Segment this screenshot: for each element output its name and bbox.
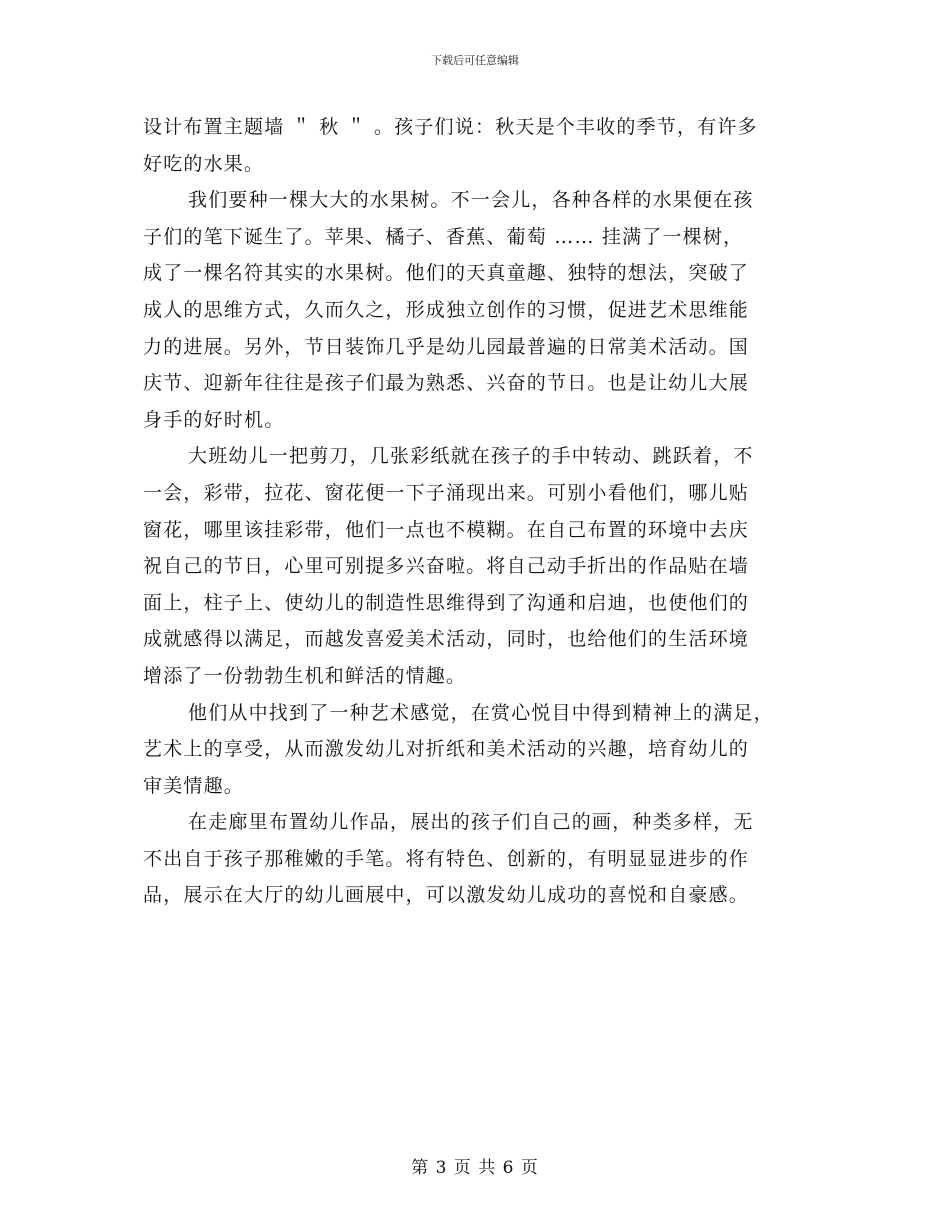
text-line: 力的进展。另外，节日装饰几乎是幼儿园最普遍的日常美术活动。国 (143, 335, 750, 358)
paragraph-3 (143, 438, 823, 694)
document-body (143, 109, 823, 914)
text-line: 设计布置主题墙 ＂ 秋 ＂ 。孩子们说：秋天是个丰收的季节，有许多 (143, 116, 758, 138)
text-line: 成人的思维方式，久而久之，形成独立创作的习惯，促进艺术思维能 (143, 298, 750, 321)
text-line: 不出自于孩子那稚嫩的手笔。将有特色、创新的，有明显显进步的作 (143, 847, 750, 870)
text-line: 大班幼儿一把剪刀，几张彩纸就在孩子的手中转动、跳跃着，不 (188, 445, 754, 468)
text-line: 祝自己的节日，心里可别提多兴奋啦。将自己动手折出的作品贴在墙 (143, 555, 750, 578)
text-line: 品，展示在大厅的幼儿画展中，可以激发幼儿成功的喜悦和自豪感。 (143, 884, 750, 907)
paragraph-1 (143, 109, 823, 182)
text-line: 增添了一份勃勃生机和鲜活的情趣。 (143, 664, 467, 687)
text-line: 一会，彩带，拉花、窗花便一下子涌现出来。可别小看他们，哪儿贴 (143, 481, 750, 504)
text-line: 艺术上的享受，从而激发幼儿对折纸和美术活动的兴趣，培育幼儿的 (143, 738, 750, 761)
text-line: 我们要种一棵大大的水果树。不一会儿，各种各样的水果便在孩 (188, 189, 754, 212)
text-line: 好吃的水果。 (143, 152, 265, 175)
text-line: 子们的笔下诞生了。苹果、橘子、香蕉、葡萄 …… 挂满了一棵树， (143, 225, 744, 248)
text-line: 在走廊里布置幼儿作品，展出的孩子们自己的画，种类多样，无 (188, 811, 754, 834)
page-number: 第 3 页 共 6 页 (411, 1158, 539, 1178)
text-line: 审美情趣。 (143, 774, 245, 797)
text-line: 窗花，哪里该挂彩带，他们一点也不模糊。在自己布置的环境中去庆 (143, 518, 750, 541)
text-line: 他们从中找到了一种艺术感觉，在赏心悦目中得到精神上的满足， (188, 701, 774, 724)
paragraph-4 (143, 695, 823, 805)
text-line: 面上，柱子上、使幼儿的制造性思维得到了沟通和启迪，也使他们的 (143, 591, 750, 614)
paragraph-5 (143, 804, 823, 914)
text-line: 成就感得以满足，而越发喜爱美术活动，同时，也给他们的生活环境 (143, 628, 750, 651)
paragraph-2 (143, 182, 823, 438)
text-line: 成了一棵名符其实的水果树。他们的天真童趣、独特的想法，突破了 (143, 262, 750, 285)
text-line: 庆节、迎新年往往是孩子们最为熟悉、兴奋的节日。也是让幼儿大展 (143, 372, 750, 395)
text-line: 身手的好时机。 (143, 408, 285, 431)
page-header-note: 下载后可任意编辑 (431, 54, 519, 67)
